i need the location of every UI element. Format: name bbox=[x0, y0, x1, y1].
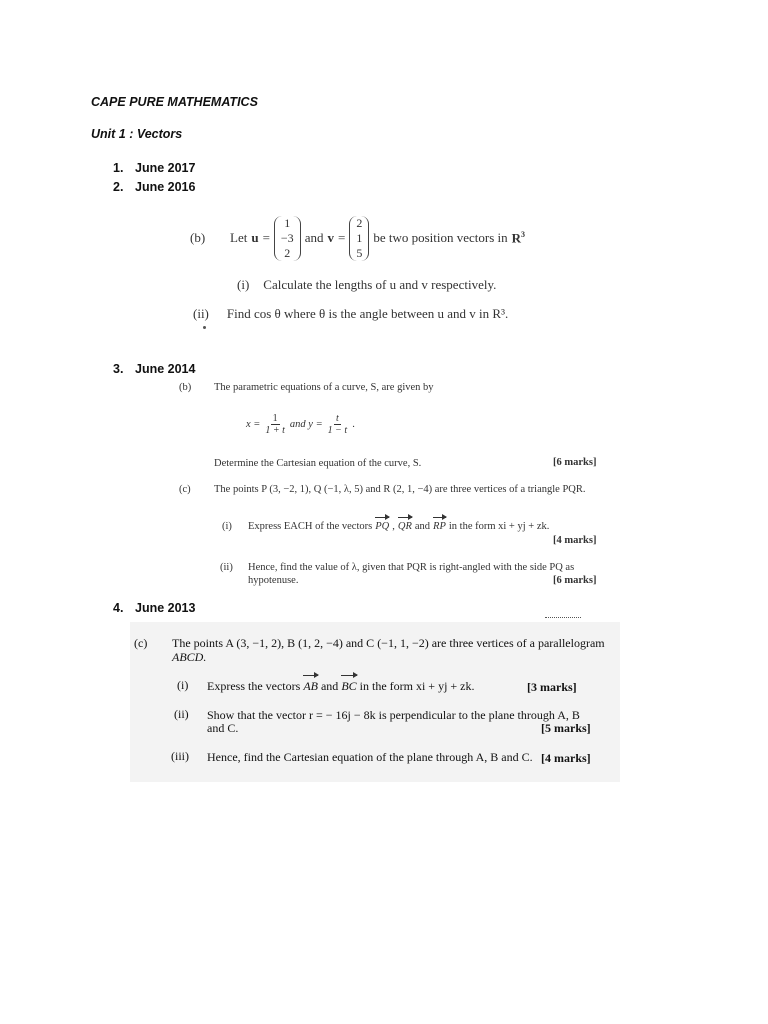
vector-bc: BC bbox=[341, 679, 357, 693]
ci-and: and bbox=[414, 521, 431, 532]
space-symbol: R bbox=[511, 230, 522, 246]
q2014-c-text: The points P (3, −2, 1), Q (−1, λ, 5) and R (2, 1, −4) are three vertices of a triangle PQR. bbox=[214, 484, 586, 495]
q2016-u-label: u bbox=[251, 230, 259, 245]
eq-x: x = bbox=[246, 419, 261, 430]
q2014-part-c: (c) bbox=[179, 484, 191, 495]
vector-rp: RP bbox=[433, 521, 446, 532]
q2016-sub-i bbox=[237, 277, 496, 293]
fraction-x bbox=[263, 413, 287, 436]
q2013-c-text-2: ABCD. bbox=[172, 650, 207, 664]
q2016-let: Let bbox=[230, 230, 248, 245]
denominator: 1 − t bbox=[327, 425, 348, 436]
q2016-space bbox=[512, 230, 525, 246]
scan-mark bbox=[545, 617, 581, 619]
q2014-b-text: The parametric equations of a curve, S, are given by bbox=[214, 382, 434, 393]
list-item-3 bbox=[113, 362, 195, 376]
q2016-v-eq: = bbox=[337, 230, 346, 245]
scan-speck bbox=[203, 326, 206, 329]
q2014-cii-marks: [6 marks] bbox=[553, 575, 597, 586]
list-item-1 bbox=[113, 161, 195, 175]
q2014-ci-text: Express EACH of the vectors PQ , QR and RP in the form xi + yj + zk. bbox=[248, 521, 550, 532]
q2014-ci-num: (i) bbox=[222, 521, 232, 532]
q2013-iii-num: (iii) bbox=[171, 749, 189, 763]
q2013-i-marks: [3 marks] bbox=[527, 680, 577, 694]
list-number: 3. bbox=[113, 362, 124, 376]
q2014-ci-marks: [4 marks] bbox=[553, 535, 597, 546]
q2013-i-num: (i) bbox=[177, 678, 189, 692]
space-superscript: 3 bbox=[521, 229, 526, 239]
q2014-parametric-equations bbox=[246, 413, 355, 436]
list-number: 1. bbox=[113, 161, 124, 175]
q2013-c-text-1: The points A (3, −1, 2), B (1, 2, −4) and C (−1, 1, −2) are three vertices of a parallelogram bbox=[172, 636, 605, 650]
matrix-entry: 2 bbox=[356, 215, 363, 230]
q2014-determine: Determine the Cartesian equation of the curve, S. bbox=[214, 458, 422, 469]
sub-text: Calculate the lengths of u and v respectively. bbox=[263, 277, 497, 292]
list-label: June 2014 bbox=[135, 362, 196, 376]
q2013-iii-text: Hence, find the Cartesian equation of the plane through A, B and C. bbox=[207, 750, 533, 764]
sub-text: Find cos θ where θ is the angle between u and v in R³. bbox=[226, 306, 509, 321]
q2014-cii-num: (ii) bbox=[220, 562, 233, 573]
matrix-entry: 1 bbox=[284, 215, 291, 230]
numerator: t bbox=[336, 413, 339, 424]
q2014-part-b: (b) bbox=[179, 382, 192, 393]
numerator: 1 bbox=[272, 413, 278, 424]
document-title: CAPE PURE MATHEMATICS bbox=[91, 95, 258, 109]
i-and: and bbox=[320, 679, 339, 693]
q2013-i-text bbox=[207, 679, 475, 694]
q2013-ii-num: (ii) bbox=[174, 707, 189, 721]
list-number: 4. bbox=[113, 601, 124, 615]
q2013-part-c: (c) bbox=[134, 636, 148, 650]
matrix-entry: −3 bbox=[280, 230, 294, 245]
vector-ab: AB bbox=[303, 679, 318, 693]
list-label: June 2017 bbox=[135, 161, 196, 175]
q2016-and: and bbox=[304, 230, 324, 245]
denominator: 1 + t bbox=[265, 425, 285, 436]
q2016-vector-definition bbox=[230, 213, 525, 263]
q2014-cii-text-1: Hence, find the value of λ, given that PQR is right-angled with the side PQ as bbox=[248, 562, 575, 573]
list-number: 2. bbox=[113, 180, 124, 194]
u-column-vector bbox=[274, 216, 301, 261]
unit-heading: Unit 1 : Vectors bbox=[91, 127, 183, 141]
ci-suffix: in the form xi + yj + zk. bbox=[448, 521, 550, 532]
matrix-entry: 1 bbox=[356, 230, 363, 245]
eq-and-y: and y = bbox=[289, 419, 323, 430]
matrix-entry: 2 bbox=[284, 245, 291, 260]
fraction-y bbox=[326, 413, 350, 436]
q2016-v-label: v bbox=[327, 230, 334, 245]
q2014-b-marks: [6 marks] bbox=[553, 457, 597, 468]
q2013-ii-text-2: and C. bbox=[207, 721, 239, 735]
q2016-be-two: be two position vectors in bbox=[373, 230, 508, 245]
list-item-2 bbox=[113, 180, 195, 194]
q2013-ii-text-1: Show that the vector r = − 16j − 8k is perpendicular to the plane through A, B bbox=[207, 708, 580, 722]
matrix-entry: 5 bbox=[356, 245, 363, 260]
vector-qr: QR bbox=[397, 521, 412, 532]
q2013-iii-marks: [4 marks] bbox=[541, 751, 591, 765]
list-label: June 2013 bbox=[135, 601, 196, 615]
i-prefix: Express the vectors bbox=[207, 679, 301, 693]
v-column-vector bbox=[349, 216, 369, 261]
ci-prefix: Express EACH of the vectors bbox=[248, 521, 373, 532]
q2016-sub-ii bbox=[193, 306, 508, 322]
q2014-cii-text-2: hypotenuse. bbox=[248, 575, 299, 586]
list-label: June 2016 bbox=[135, 180, 196, 194]
eq-end: . bbox=[352, 419, 355, 430]
q2016-u-eq: = bbox=[262, 230, 270, 245]
list-item-4 bbox=[113, 601, 195, 615]
q2013-ii-marks: [5 marks] bbox=[541, 721, 591, 735]
sub-number: (i) bbox=[237, 277, 250, 292]
q2016-part-b: (b) bbox=[190, 230, 206, 245]
sub-number: (ii) bbox=[193, 306, 209, 321]
vector-pq: PQ bbox=[375, 521, 390, 532]
i-suffix: in the form xi + yj + zk. bbox=[359, 679, 475, 693]
